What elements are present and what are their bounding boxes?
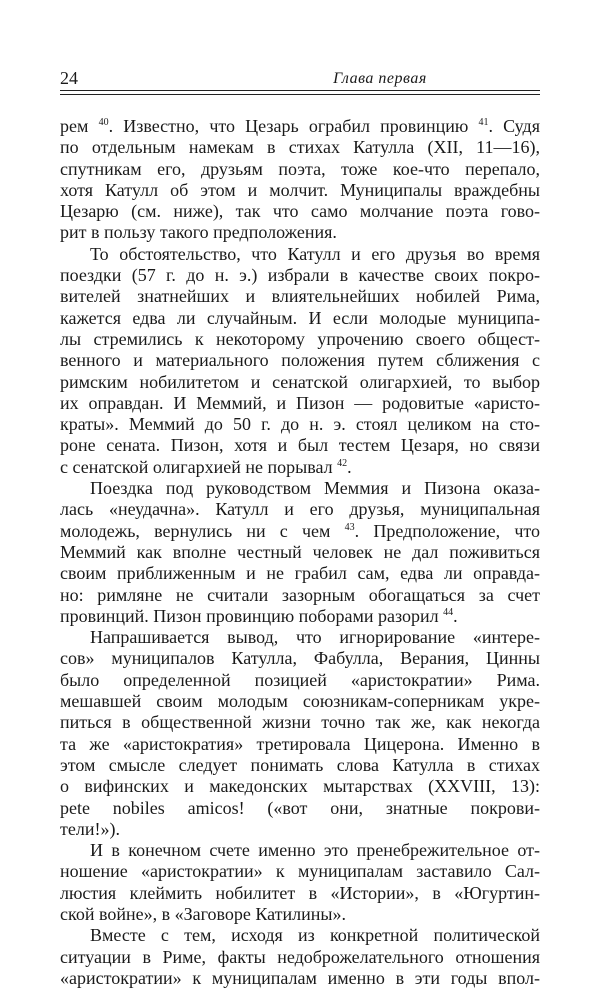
text-line: молодежь, вернулись ни с чем $^{43}$. Предположение, что xyxy=(60,520,541,541)
text-line: спутникам его, друзьям поэта, тоже кое-что перепало, xyxy=(60,158,540,179)
text-line: люстия клеймить нобилитет в «Истории», в «Югуртин- xyxy=(60,882,540,903)
text-line: с сенатской олигархией не порывал $^{42}$. xyxy=(60,456,352,477)
text-line: рит в пользу такого предположения. xyxy=(60,222,337,243)
text-line: ситуации в Риме, факты недоброжелательного отношения xyxy=(60,946,540,967)
text-line: кажется едва ли случайным. И если молодые муниципа- xyxy=(60,307,540,328)
text-line: о вифинских и македонских мытарствах (XXVIII, 13): xyxy=(60,776,540,797)
header-rule-double xyxy=(60,94,540,95)
paragraph xyxy=(60,478,540,627)
text-line: Напрашивается вывод, что игнорирование «интере- xyxy=(90,627,540,648)
text-line: этом смысле следует понимать слова Катулла в стихах xyxy=(60,754,540,775)
text-line: лы стремились к некоторому упрочению своего общест- xyxy=(60,328,540,349)
text-line: мешавшей своим молодым союзникам-соперникам укре- xyxy=(60,691,540,712)
text-line: вителей знатнейших и влиятельнейших нобилей Рима, xyxy=(60,286,540,307)
text-line: И в конечном счете именно это пренебрежительное от- xyxy=(90,840,540,861)
text-line: Меммий как вполне честный человек не дал поживиться xyxy=(60,541,540,562)
footnote-reference[interactable]: 44 xyxy=(443,606,454,618)
body-text xyxy=(60,116,540,989)
text-line: питься в общественной жизни точно так же, как некогда xyxy=(60,712,540,733)
text-line: роне сената. Пизон, хотя и был тестем Цезаря, но связи xyxy=(60,435,540,456)
footnote-reference[interactable]: 43 xyxy=(344,521,355,533)
text-line: тели!»). xyxy=(60,818,120,839)
paragraph xyxy=(60,244,540,478)
text-line: рем $^{40}$. Известно, что Цезарь ограбил провинцию $^{41}$. Судя xyxy=(60,116,540,136)
paragraph xyxy=(60,925,540,989)
text-line: Вместе с тем, исходя из конкретной политической xyxy=(90,925,540,946)
footnote-reference[interactable]: 42 xyxy=(337,457,348,469)
text-line: своим приближенным и не грабил сам, едва ли оправда- xyxy=(60,563,540,584)
text-line: хотя Катулл об этом и молчит. Муниципалы враждебны xyxy=(60,179,540,200)
header-rule xyxy=(60,90,540,91)
text-line: «аристократии» к муниципалам именно в эти годы впол- xyxy=(60,967,540,988)
text-line: венного и материального положения путем сближения с xyxy=(60,350,540,371)
text-line: по отдельным намекам в стихах Катулла (XII, 11—16), xyxy=(60,137,540,158)
text-line: ношение «аристократии» к муниципалам заставило Сал- xyxy=(60,861,540,882)
text-line: ской войне», в «Заговоре Катилины». xyxy=(60,903,347,924)
paragraph xyxy=(60,116,540,244)
text-line: сов» муниципалов Катулла, Фабулла, Верания, Цинны xyxy=(60,648,540,669)
footnote-reference[interactable]: 41 xyxy=(478,117,489,128)
text-line: их оправдан. И Меммий, и Пизон — родовитые «аристо- xyxy=(60,392,540,413)
running-title: Глава первая xyxy=(333,70,427,87)
page-header xyxy=(60,68,542,90)
text-line: То обстоятельство, что Катулл и его друзья во время xyxy=(90,243,540,264)
paragraph xyxy=(60,840,540,925)
text-line: та же «аристократия» третировала Цицерона. Именно в xyxy=(60,733,540,754)
text-line: было определенной позицией «аристократии» Рима. xyxy=(60,669,540,690)
text-line: Цезарю (см. ниже), так что само молчание поэта гово- xyxy=(60,201,540,222)
text-line: лась «неудачна». Катулл и его друзья, муниципальная xyxy=(60,499,540,520)
page-number: 24 xyxy=(60,68,78,88)
text-line: римским нобилитетом и сенатской олигархией, то выбор xyxy=(60,371,540,392)
text-line: поездки (57 г. до н. э.) избрали в качестве своих покро- xyxy=(60,265,540,286)
text-line: провинций. Пизон провинцию поборами разорил $^{44}$. xyxy=(60,605,458,626)
paragraph xyxy=(60,627,540,840)
text-line: но: римляне не считали зазорным обогащаться за счет xyxy=(60,584,540,605)
text-line: краты». Меммий до 50 г. до н. э. стоял целиком на сто- xyxy=(60,414,540,435)
footnote-reference[interactable]: 40 xyxy=(98,117,109,128)
text-line: Поездка под руководством Меммия и Пизона оказа- xyxy=(90,478,540,499)
text-line: pete nobiles amicos! («вот они, знатные покрови- xyxy=(60,797,540,818)
